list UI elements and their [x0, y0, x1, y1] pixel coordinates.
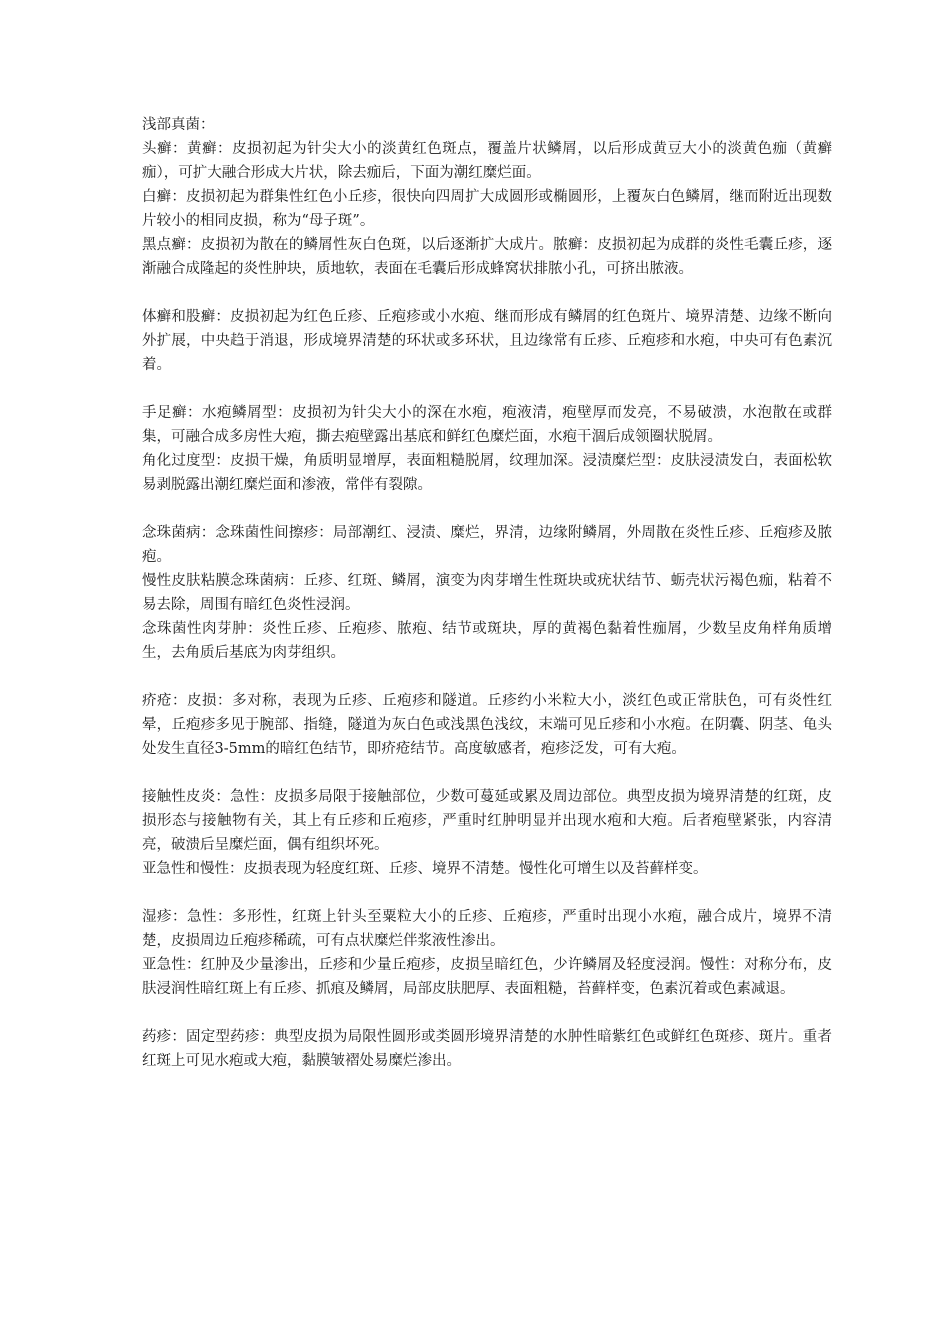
paragraph-contact-dermatitis-acute: 接触性皮炎：急性：皮损多局限于接触部位，少数可蔓延或累及周边部位。典型皮损为境界清楚的红斑，皮损形态与接触物有关，其上有丘疹和丘疱疹，严重时红肿明显并出现水疱和大疱。后者疱壁紧张，内容清亮，破溃后呈糜烂面，偶有组织坏死。 [142, 789, 832, 853]
paragraph-contact-dermatitis-chronic: 亚急性和慢性：皮损表现为轻度红斑、丘疹、境界不清楚。慢性化可增生以及苔藓样变。 [142, 861, 708, 877]
paragraph-gap [142, 881, 832, 905]
document-page [142, 113, 832, 1073]
paragraph-white-ringworm: 白癣：皮损初起为群集性红色小丘疹，很快向四周扩大成圆形或椭圆形，上覆灰白色鳞屑，继而附近出现数片较小的相同皮损，称为“母子斑”。 [142, 189, 832, 229]
paragraph-gap [142, 665, 832, 689]
paragraph-candida-granuloma: 念珠菌性肉芽肿：炎性丘疹、丘疱疹、脓疱、结节或斑块，厚的黄褐色黏着性痂屑，少数呈皮角样角质增生，去角质后基底为肉芽组织。 [142, 621, 832, 661]
paragraph-eczema-acute: 湿疹：急性：多形性，红斑上针头至粟粒大小的丘疹、丘疱疹，严重时出现小水疱，融合成片，境界不清楚，皮损周边丘疱疹稀疏，可有点状糜烂伴浆液性渗出。 [142, 909, 832, 949]
paragraph-gap [142, 497, 832, 521]
paragraph-tinea-manuum-pedis: 手足癣：水疱鳞屑型：皮损初为针尖大小的深在水疱，疱液清，疱壁厚而发亮，不易破溃，水泡散在或群集，可融合成多房性大疱，撕去疱壁露出基底和鲜红色糜烂面，水疱干涸后成领圈状脱屑。 [142, 405, 832, 445]
paragraph-gap [142, 1001, 832, 1025]
paragraph-tinea-capitis-favus: 头癣：黄癣：皮损初起为针尖大小的淡黄红色斑点，覆盖片状鳞屑，以后形成黄豆大小的淡黄色痂（黄癣痂），可扩大融合形成大片状，除去痂后，下面为潮红糜烂面。 [142, 141, 832, 181]
paragraph-eczema-subacute-chronic: 亚急性：红肿及少量渗出，丘疹和少量丘疱疹，皮损呈暗红色，少许鳞屑及轻度浸润。慢性：对称分布，皮肤浸润性暗红斑上有丘疹、抓痕及鳞屑，局部皮肤肥厚、表面粗糙，苔藓样变，色素沉着或色素减退。 [142, 957, 832, 997]
paragraph-gap [142, 761, 832, 785]
paragraph-candidiasis-intertrigo: 念珠菌病：念珠菌性间擦疹：局部潮红、浸渍、糜烂，界清，边缘附鳞屑，外周散在炎性丘疹、丘疱疹及脓疱。 [142, 525, 832, 565]
heading-superficial-fungi: 浅部真菌： [142, 117, 215, 133]
paragraph-gap [142, 377, 832, 401]
paragraph-chronic-mucocutaneous-candidiasis: 慢性皮肤粘膜念珠菌病：丘疹、红斑、鳞屑，演变为肉芽增生性斑块或疣状结节、蛎壳状污褐色痂，粘着不易去除，周围有暗红色炎性浸润。 [142, 573, 832, 613]
paragraph-black-dot-kerion: 黑点癣：皮损初为散在的鳞屑性灰白色斑，以后逐渐扩大成片。脓癣：皮损初起为成群的炎性毛囊丘疹，逐渐融合成隆起的炎性肿块，质地软，表面在毛囊后形成蜂窝状排脓小孔，可挤出脓液。 [142, 237, 832, 277]
paragraph-drug-eruption: 药疹：固定型药疹：典型皮损为局限性圆形或类圆形境界清楚的水肿性暗紫红色或鲜红色斑疹、斑片。重者红斑上可见水疱或大疱，黏膜皱褶处易糜烂渗出。 [142, 1029, 832, 1069]
paragraph-tinea-corporis-cruris: 体癣和股癣：皮损初起为红色丘疹、丘疱疹或小水疱、继而形成有鳞屑的红色斑片、境界清楚、边缘不断向外扩展，中央趋于消退，形成境界清楚的环状或多环状，且边缘常有丘疹、丘疱疹和水疱，中央可有色素沉着。 [142, 309, 832, 373]
paragraph-scabies: 疥疮：皮损：多对称，表现为丘疹、丘疱疹和隧道。丘疹约小米粒大小，淡红色或正常肤色，可有炎性红晕，丘疱疹多见于腕部、指缝，隧道为灰白色或浅黑色浅纹，末端可见丘疹和小水疱。在阴囊、阴茎、龟头处发生直径3-5mm的暗红色结节，即疥疮结节。高度敏感者，疱疹泛发，可有大疱。 [142, 693, 832, 757]
paragraph-gap [142, 281, 832, 305]
paragraph-hyperkeratotic-type: 角化过度型：皮损干燥，角质明显增厚，表面粗糙脱屑，纹理加深。浸渍糜烂型：皮肤浸渍发白，表面松软易剥脱露出潮红糜烂面和渗液，常伴有裂隙。 [142, 453, 832, 493]
